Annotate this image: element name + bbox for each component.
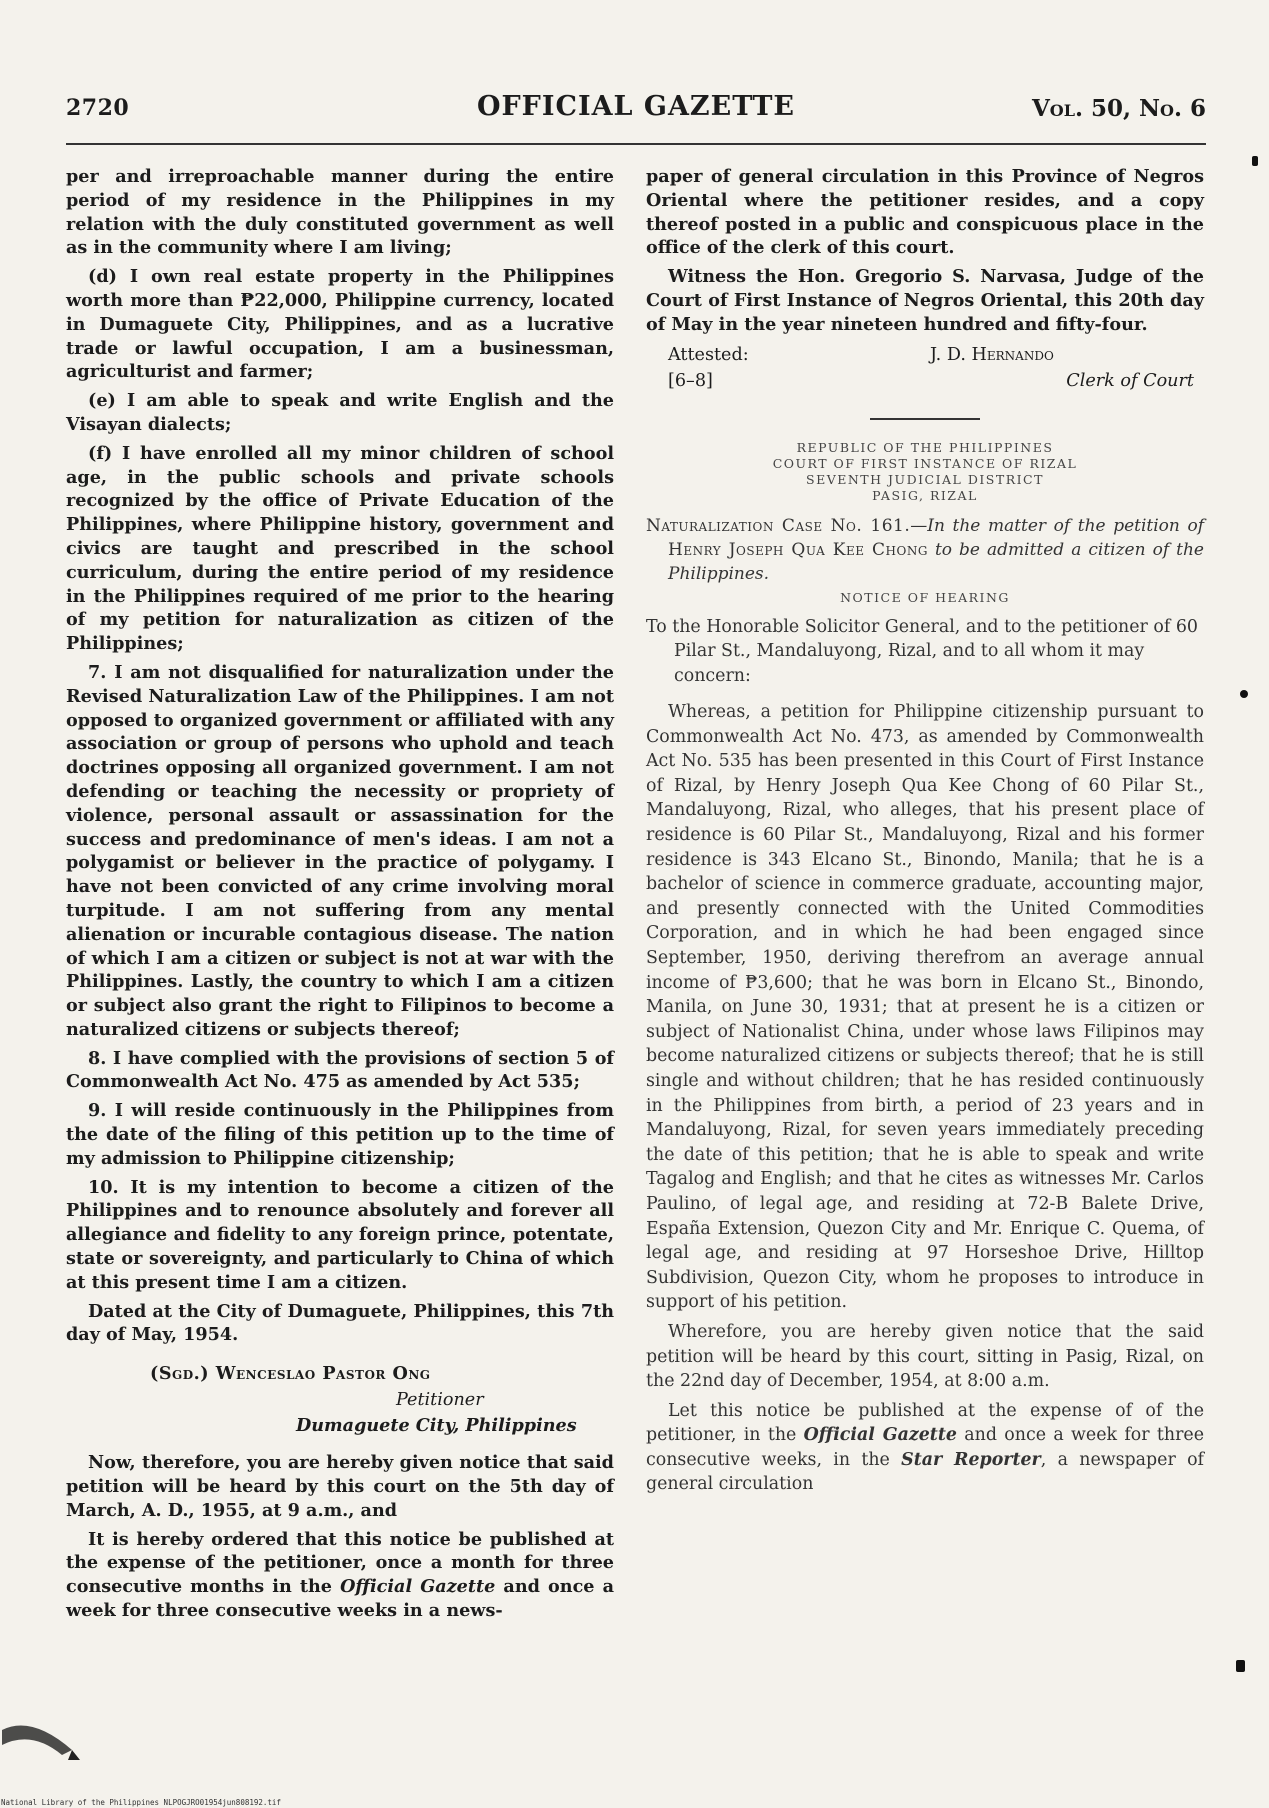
text-run: Let this notice be published at the expense of of the petitioner, in the (646, 1400, 1204, 1446)
paragraph (646, 1399, 1204, 1497)
scan-mark-icon (1240, 690, 1248, 698)
text-run: It is hereby ordered that this notice be published at the expense of the petitioner, once a month for three consecutive months in the (66, 1528, 614, 1598)
clerk-name: J. D. Hernando (930, 344, 1054, 365)
scan-footer: National Library of the Philippines NLPOGJRO01954jun808192.tif (1, 1798, 281, 1807)
page-number: 2720 (66, 95, 130, 121)
paragraph (66, 1528, 614, 1623)
publication-ref: Star Reporter (901, 1449, 1041, 1470)
paragraph: (f) I have enrolled all my minor children of school age, in the public schools and private schools recognized by the office of Private Education of the Philippines, where Philippine history, government and civics are taught and prescribed in the school curriculum, during the entire period of my residence in the Philippines required of me prior to the hearing of my petition for naturalization as citizen of the Philippines; (66, 442, 614, 655)
attestation-block (646, 342, 1204, 396)
caption-text: —In the matter of the petition of (910, 515, 1204, 536)
text-run: and once a week for three consecutive weeks in a news- (66, 1576, 614, 1622)
paragraph: 9. I will reside continuously in the Philippines from the date of the filing of this petition up to the time of my admission to Philippine citizenship; (66, 1100, 614, 1169)
volume-number: Vol. 50, No. 6 (1031, 95, 1206, 122)
case-caption (646, 514, 1204, 586)
left-column (66, 165, 614, 1628)
scan-mark-icon (1252, 156, 1258, 166)
attested-label: Attested: (668, 344, 749, 365)
text-run: , a newspaper of general circulation (646, 1449, 1204, 1495)
court-heading (646, 440, 1204, 504)
case-label: Naturalization Case No. 161. (646, 515, 911, 536)
address-block: To the Honorable Solicitor General, and to the petitioner of 60 Pilar St., Mandaluyong, Rizal, and to all whom it may concern: (646, 616, 1198, 686)
header-rule (66, 143, 1206, 145)
petitioner-name: Henry Joseph Qua Kee Chong (668, 539, 928, 560)
court-line: REPUBLIC OF THE PHILIPPINES (796, 439, 1054, 455)
paragraph: Now, therefore, you are hereby given notice that said petition will be heard by this court on the 5th day of March, A. D., 1955, at 9 a.m., and (66, 1452, 614, 1521)
right-column (646, 165, 1204, 1502)
publication-ref: Official Gazette (340, 1576, 496, 1598)
paragraph: 10. It is my intention to become a citizen of the Philippines and to renounce absolutely and forever all allegiance and fidelity to any foreign prince, potentate, state or sovereignty, and particularly to China of which at this present time I am a citizen. (66, 1176, 614, 1293)
publication-title: OFFICIAL GAZETTE (476, 91, 796, 122)
section-divider (870, 418, 980, 420)
publication-ref: Official Gazette (803, 1425, 957, 1446)
caption-text: to be admitted a citizen of the Philippines. (668, 539, 1204, 584)
date-line: Dated at the City of Dumaguete, Philippines, this 7th day of May, 1954. (66, 1300, 614, 1346)
petitioner-signature (66, 1361, 614, 1439)
page-header (66, 91, 1206, 135)
scan-mark-icon (1236, 1660, 1245, 1672)
paragraph: (d) I own real estate property in the Philippines worth more than ₱22,000, Philippine currency, located in Dumaguete City, Philippines, and as a lucrative trade or lawful occupation, I am a businessman, agriculturist and farmer; (66, 266, 614, 383)
issue-reference: [6–8] (668, 370, 713, 391)
court-line: PASIG, RIZAL (872, 487, 978, 503)
signature-place: Dumaguete City, Philippines (296, 1415, 577, 1437)
paragraph: per and irreproachable manner during the entire period of my residence in the Philippines in my relation with the duly constituted government as well as in the community where I am living; (66, 166, 614, 259)
notice-heading: NOTICE OF HEARING (840, 589, 1010, 605)
scan-smudge-icon (2, 1710, 92, 1760)
paragraph: (e) I am able to speak and write English and the Visayan dialects; (66, 390, 614, 435)
paragraph: 8. I have complied with the provisions of section 5 of Commonwealth Act No. 475 as amended by Act 535; (66, 1047, 614, 1093)
signature-role: Petitioner (396, 1390, 484, 1411)
clerk-title: Clerk of Court (1066, 370, 1194, 391)
paragraph: Wherefore, you are hereby given notice that the said petition will be heard by this court, sitting in Pasig, Rizal, on the 22nd day of December, 1954, at 8:00 a.m. (646, 1321, 1204, 1392)
signature-name: (Sgd.) Wenceslao Pastor Ong (150, 1363, 431, 1385)
court-line: SEVENTH JUDICIAL DISTRICT (806, 471, 1044, 487)
text-run: and once a week for three consecutive weeks, in the (646, 1425, 1204, 1470)
paragraph: paper of general circulation in this Province of Negros Oriental where the petitioner resides, and a copy thereof posted in a public and conspicuous place in the office of the clerk of this court. (646, 166, 1204, 259)
paragraph: Whereas, a petition for Philippine citizenship pursuant to Commonwealth Act No. 473, as amended by Commonwealth Act No. 535 has been presented in this Court of First Instance of Rizal, by Henry Joseph Qua Kee Chong of 60 Pilar St., Mandaluyong, Rizal, who alleges, that his present place of residence is 60 Pilar St., Mandaluyong, Rizal and his former residence is 343 Elcano St., Binondo, Manila; that he is a bachelor of science in commerce graduate, accounting major, and presently connected with the United Commodities Corporation, and in which he had been engaged since September, 1950, deriving therefrom an average annual income of ₱3,600; that he was born in Elcano St., Binondo, Manila, on June 30, 1931; that at present he is a citizen or subject of Nationalist China, under whose laws Filipinos may become naturalized citizens or subjects thereof; that he is still single and without children; that he has resided continuously in the Philippines from birth, a period of 23 years and in Mandaluyong, Rizal, for seven years immediately preceding the date of this petition; that he is able to speak and write Tagalog and English; and that he cites as witnesses Mr. Carlos Paulino, of legal age, and residing at 72-B Balete Drive, España Extension, Quezon City and Mr. Enrique C. Quema, of legal age, and residing at 97 Horseshoe Drive, Hilltop Subdivision, Quezon City, whom he proposes to introduce in support of his petition. (646, 702, 1204, 1313)
paragraph: 7. I am not disqualified for naturalization under the Revised Naturalization Law of the Philippines. I am not opposed to organized government or affiliated with any association or group of persons who uphold and teach doctrines opposing all organized government. I am not defending or teaching the necessity or propriety of violence, personal assault or assassination for the success and predominance of men's ideas. I am not a polygamist or believer in the practice of polygamy. I have not been convicted of any crime involving moral turpitude. I am not suffering from any mental alienation or incurable contagious disease. The nation of which I am a citizen or subject is not at war with the Philippines. Lastly, the country to which I am a citizen or subject also grant the right to Filipinos to become a naturalized citizens or subjects thereof; (66, 661, 614, 1040)
paragraph: Witness the Hon. Gregorio S. Narvasa, Judge of the Court of First Instance of Negros Oriental, this 20th day of May in the year nineteen hundred and fifty-four. (646, 266, 1204, 335)
court-line: COURT OF FIRST INSTANCE OF RIZAL (772, 455, 1078, 471)
